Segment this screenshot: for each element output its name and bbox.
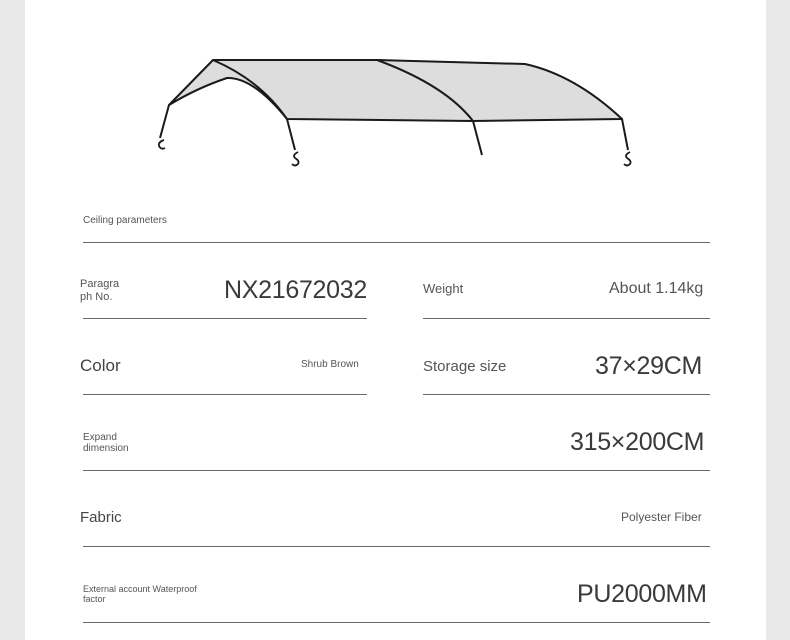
waterproof-label: External account Waterproof factor (83, 584, 197, 604)
awning-canopy-illustration (25, 0, 766, 190)
color-value: Shrub Brown (301, 359, 359, 370)
waterproof-value: PU2000MM (577, 580, 707, 608)
paragraph-no-value: NX21672032 (224, 276, 367, 304)
leg-right (622, 119, 628, 150)
expand-dimension-divider (83, 470, 710, 471)
storage-size-divider (423, 394, 710, 395)
weight-divider (423, 318, 710, 319)
storage-size-value: 37×29CM (595, 352, 702, 380)
canopy-fabric (169, 60, 622, 121)
expand-dimension-value: 315×200CM (570, 428, 705, 456)
fabric-label: Fabric (80, 509, 122, 526)
section-title: Ceiling parameters (83, 215, 167, 226)
weight-label: Weight (423, 281, 464, 296)
paragraph-no-divider (83, 318, 367, 319)
leg-front-left (287, 119, 295, 150)
storage-size-label: Storage size (423, 358, 507, 375)
waterproof-divider (83, 622, 710, 623)
color-label: Color (80, 356, 121, 375)
paragraph-no-label: Paragra ph No. (80, 278, 120, 303)
section-divider (83, 242, 710, 243)
weight-value: About 1.14kg (609, 280, 704, 297)
spec-sheet (25, 0, 766, 640)
leg-left (160, 105, 169, 138)
fabric-value: Polyester Fiber (621, 510, 702, 524)
leg-middle (473, 121, 482, 155)
fabric-divider (83, 546, 710, 547)
expand-dimension-label: Expand dimension (83, 432, 129, 454)
color-divider (83, 394, 367, 395)
